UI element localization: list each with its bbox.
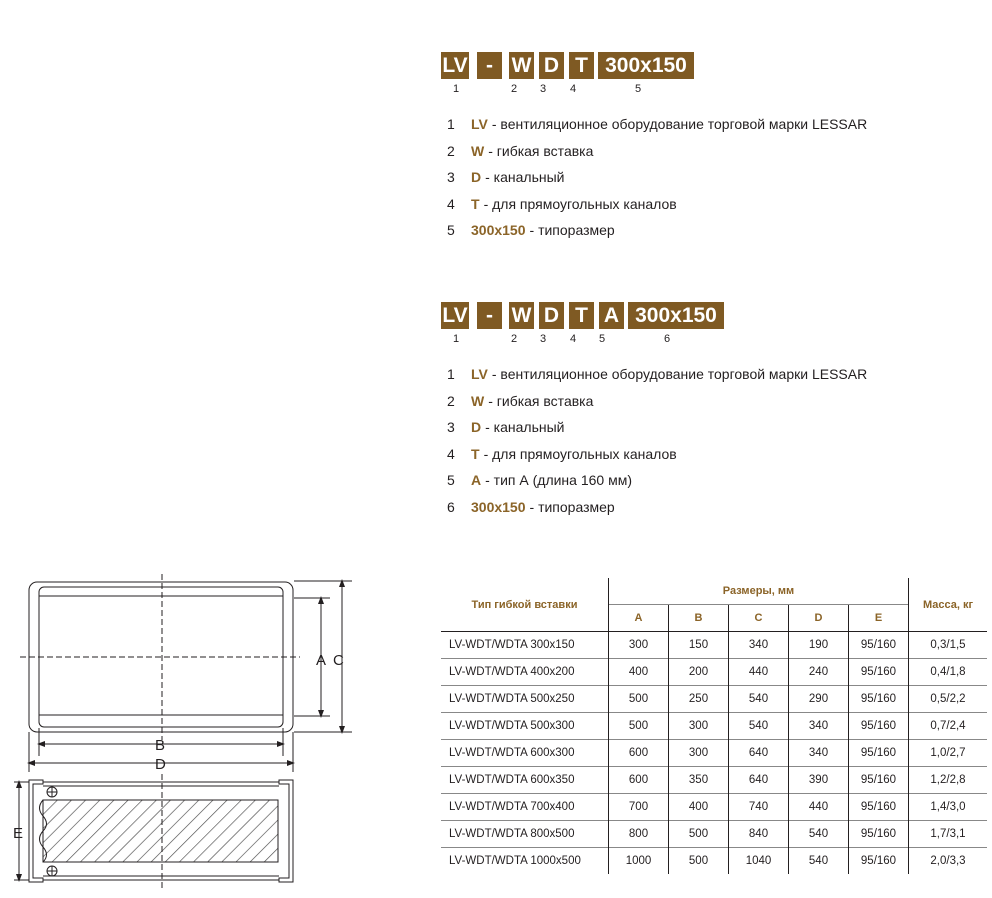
dimension-label-b: B (155, 737, 166, 754)
model-code-2-legend (447, 361, 867, 520)
code-box-t: T (569, 52, 594, 79)
legend-item: 3 D - канальный (447, 419, 565, 435)
position-number: 2 (511, 83, 518, 95)
table-row (441, 686, 987, 713)
cell-dimension: 250 (669, 686, 729, 713)
cell-dimension: 500 (609, 713, 669, 740)
cell-dimension: 1040 (729, 848, 789, 875)
cell-dimension: 540 (729, 713, 789, 740)
position-number: 1 (453, 333, 460, 345)
cell-dimension: 1000 (609, 848, 669, 875)
cell-type: LV-WDT/WDTA 500x250 (441, 686, 609, 713)
column-header-d: D (789, 605, 849, 632)
cell-dimension: 350 (669, 767, 729, 794)
cell-dimension: 440 (789, 794, 849, 821)
column-header-a: A (609, 605, 669, 632)
cell-dimension: 240 (789, 659, 849, 686)
column-header-type: Тип гибкой вставки (471, 598, 578, 611)
model-code-2 (441, 301, 726, 347)
table-row (441, 713, 987, 740)
code-box-d: D (539, 52, 564, 79)
model-code-boxes (441, 301, 726, 329)
cell-dimension: 200 (669, 659, 729, 686)
cell-dimension: 540 (789, 848, 849, 875)
dimension-label-e: E (13, 825, 24, 842)
cell-mass: 0,3/1,5 (909, 632, 988, 659)
legend-item: 4 T - для прямоугольных каналов (447, 445, 677, 462)
flexible-insert-drawing (0, 560, 380, 890)
cell-dimension: 340 (789, 740, 849, 767)
column-header-e: E (849, 605, 909, 632)
column-header-c: C (729, 605, 789, 632)
code-box-size: 300x150 (628, 302, 724, 329)
cell-mass: 1,0/2,7 (909, 740, 988, 767)
column-header-b: B (669, 605, 729, 632)
cell-type: LV-WDT/WDTA 500x300 (441, 713, 609, 740)
cell-dimension: 95/160 (849, 848, 909, 875)
dimension-label-a: A (316, 652, 327, 669)
cell-mass: 1,4/3,0 (909, 794, 988, 821)
legend-item: 3 D - канальный (447, 169, 565, 185)
legend-item: 5 A - тип А (длина 160 мм) (447, 472, 632, 488)
table-row (441, 632, 987, 659)
model-code-1 (441, 51, 696, 97)
code-box-size: 300x150 (598, 52, 694, 79)
code-box-w: W (509, 302, 534, 329)
table-row (441, 740, 987, 767)
cell-dimension: 95/160 (849, 632, 909, 659)
cell-dimension: 190 (789, 632, 849, 659)
position-number: 5 (635, 83, 642, 95)
code-box-a: A (599, 302, 624, 329)
legend-item: 2 W - гибкая вставка (447, 392, 594, 409)
code-box-d: D (539, 302, 564, 329)
legend-item: 4 T - для прямоугольных каналов (447, 195, 677, 212)
legend-item: 2 W - гибкая вставка (447, 142, 594, 159)
cell-mass: 0,5/2,2 (909, 686, 988, 713)
table-row (441, 848, 987, 875)
table-row (441, 659, 987, 686)
legend-item: 6 300x150 - типоразмер (447, 498, 615, 515)
cell-type: LV-WDT/WDTA 800x500 (441, 821, 609, 848)
cell-mass: 1,7/3,1 (909, 821, 988, 848)
table-row (441, 821, 987, 848)
front-view (20, 574, 352, 772)
legend-item: 5 300x150 - типоразмер (447, 222, 615, 238)
cell-dimension: 340 (789, 713, 849, 740)
cell-dimension: 300 (669, 740, 729, 767)
cell-dimension: 640 (729, 740, 789, 767)
cell-type: LV-WDT/WDTA 300x150 (441, 632, 609, 659)
model-code-1-legend (447, 111, 867, 244)
position-number: 4 (570, 83, 577, 95)
specification-table (441, 578, 987, 874)
position-number: 2 (511, 333, 518, 345)
position-number: 6 (664, 333, 671, 345)
cell-dimension: 340 (729, 632, 789, 659)
position-number: 4 (570, 333, 577, 345)
cell-dimension: 300 (609, 632, 669, 659)
cell-dimension: 540 (729, 686, 789, 713)
dimension-label-d: D (155, 756, 166, 773)
cell-mass: 1,2/2,8 (909, 767, 988, 794)
legend-item: 1 LV - вентиляционное оборудование торговой марки LESSAR (447, 116, 868, 132)
cell-dimension: 540 (789, 821, 849, 848)
cell-dimension: 95/160 (849, 713, 909, 740)
cell-dimension: 500 (669, 821, 729, 848)
cell-type: LV-WDT/WDTA 400x200 (441, 659, 609, 686)
side-view (14, 774, 293, 888)
cell-mass: 2,0/3,3 (909, 848, 988, 875)
cell-type: LV-WDT/WDTA 600x350 (441, 767, 609, 794)
table-row (441, 767, 987, 794)
cell-dimension: 95/160 (849, 794, 909, 821)
position-number: 3 (540, 83, 547, 95)
code-box-t: T (569, 302, 594, 329)
cell-dimension: 800 (609, 821, 669, 848)
cell-dimension: 400 (669, 794, 729, 821)
cell-mass: 0,7/2,4 (909, 713, 988, 740)
cell-dimension: 640 (729, 767, 789, 794)
cell-type: LV-WDT/WDTA 1000x500 (441, 848, 609, 875)
code-box-dash: - (477, 52, 502, 79)
cell-dimension: 740 (729, 794, 789, 821)
cell-dimension: 95/160 (849, 740, 909, 767)
position-number: 5 (599, 333, 606, 345)
cell-type: LV-WDT/WDTA 600x300 (441, 740, 609, 767)
cell-dimension: 150 (669, 632, 729, 659)
position-number: 1 (453, 83, 460, 95)
code-box-lv: LV (442, 303, 468, 327)
cell-dimension: 95/160 (849, 821, 909, 848)
cell-dimension: 95/160 (849, 686, 909, 713)
cell-dimension: 600 (609, 740, 669, 767)
cell-dimension: 440 (729, 659, 789, 686)
code-box-dash: - (477, 302, 502, 329)
column-header-dimensions: Размеры, мм (609, 578, 909, 605)
cell-dimension: 600 (609, 767, 669, 794)
cell-mass: 0,4/1,8 (909, 659, 988, 686)
cell-dimension: 95/160 (849, 659, 909, 686)
model-code-positions (441, 79, 691, 97)
code-box-w: W (509, 52, 534, 79)
cell-type: LV-WDT/WDTA 700x400 (441, 794, 609, 821)
legend-item: 1 LV - вентиляционное оборудование торговой марки LESSAR (447, 366, 868, 382)
dimension-label-c: C (333, 652, 344, 669)
position-number: 3 (540, 333, 547, 345)
cell-dimension: 290 (789, 686, 849, 713)
model-code-boxes (441, 51, 696, 79)
cell-dimension: 390 (789, 767, 849, 794)
cell-dimension: 840 (729, 821, 789, 848)
cell-dimension: 95/160 (849, 767, 909, 794)
table-row (441, 794, 987, 821)
code-box-lv: LV (442, 53, 468, 77)
model-code-positions (441, 329, 721, 347)
cell-dimension: 400 (609, 659, 669, 686)
column-header-mass: Масса, кг (909, 578, 988, 632)
cell-dimension: 500 (669, 848, 729, 875)
cell-dimension: 300 (669, 713, 729, 740)
cell-dimension: 500 (609, 686, 669, 713)
cell-dimension: 700 (609, 794, 669, 821)
